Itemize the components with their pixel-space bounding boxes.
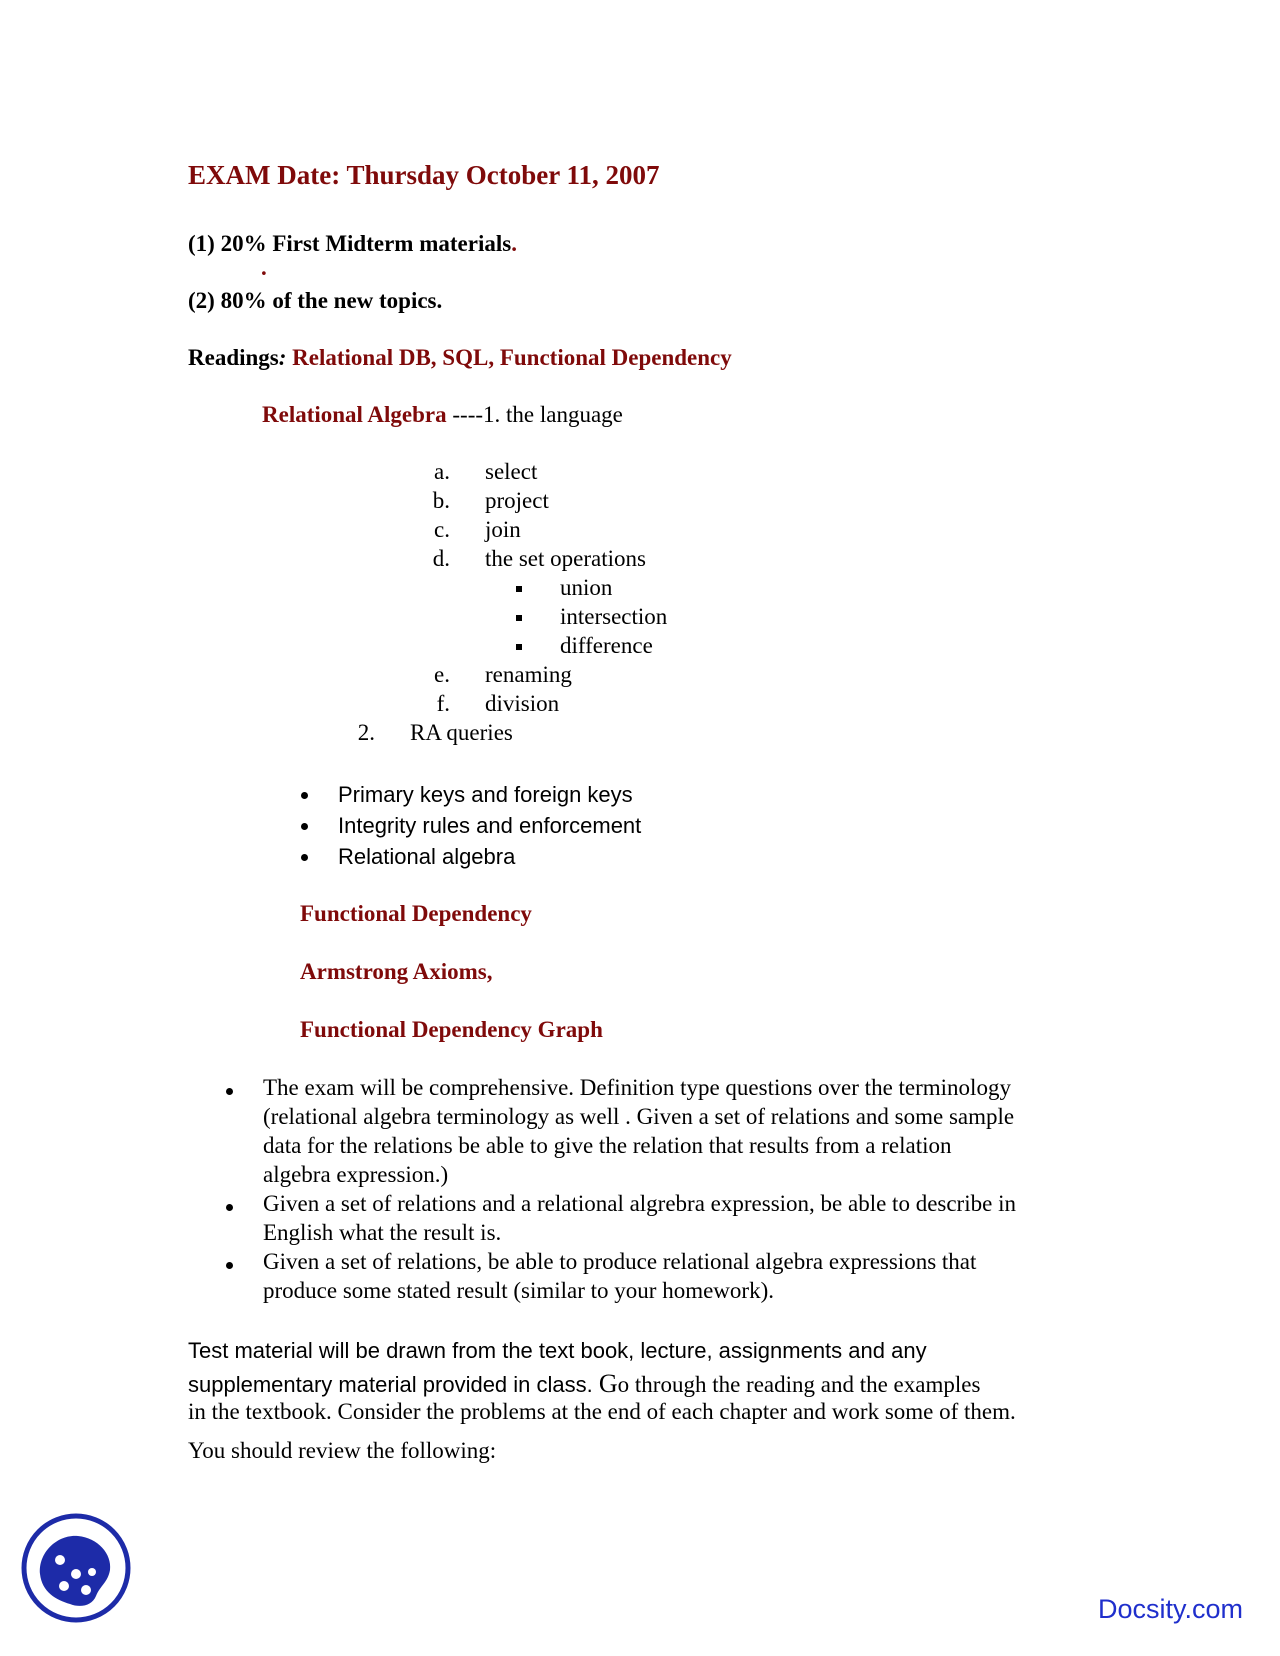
stray-period: . [261, 255, 267, 280]
review-line: You should review the following: [188, 1438, 497, 1463]
heading-functional-dependency: Functional Dependency [300, 901, 532, 926]
bullet-icon [226, 1088, 233, 1095]
test-material-line-1: Test material will be drawn from the text book, lecture, assignments and any [188, 1338, 927, 1363]
heading-fd-graph: Functional Dependency Graph [300, 1017, 603, 1042]
docsity-brand-link[interactable]: Docsity.com [1098, 1594, 1244, 1624]
list-marker: b. [432, 488, 450, 513]
readings-line [188, 345, 732, 371]
test-material-serif-part: o through the reading and the examples [617, 1372, 981, 1397]
list-item-line: Given a set of relations and a relational algrebra expression, be able to describe in [263, 1191, 1016, 1216]
set-op-text: intersection [560, 604, 668, 629]
list-item-line: algebra expression.) [263, 1162, 449, 1187]
test-material-line-2 [188, 1369, 980, 1399]
list-item-text: select [485, 459, 538, 484]
relational-algebra-heading: Relational Algebra [262, 402, 447, 427]
point-percent: 80% [220, 288, 267, 313]
test-material-g: G [598, 1369, 618, 1398]
bullet-icon [301, 823, 308, 830]
list-item-text: join [485, 517, 521, 542]
square-bullet-icon [516, 586, 522, 592]
list-item-text: Primary keys and foreign keys [338, 782, 633, 807]
list-marker: e. [434, 662, 450, 687]
test-material-sans-part: supplementary material provided in class. [188, 1372, 599, 1397]
list-item-line: produce some stated result (similar to your homework). [263, 1278, 774, 1303]
set-op-text: difference [560, 633, 653, 658]
square-bullet-icon [516, 615, 522, 621]
point-number: (1) [188, 231, 215, 256]
point-new-topics [188, 288, 442, 314]
list-item-line: The exam will be comprehensive. Definition type questions over the terminology [263, 1075, 1011, 1100]
bullet-icon [226, 1204, 233, 1211]
ra-item-text: the language [506, 402, 623, 427]
exam-date-title: EXAM Date: Thursday October 11, 2007 [188, 160, 660, 190]
docsity-logo-icon [20, 1512, 132, 1624]
point-text: First Midterm materials [272, 231, 512, 256]
list-marker: 2. [357, 720, 375, 745]
ra-dashes: ---- [446, 402, 484, 427]
bullet-icon [301, 792, 308, 799]
list-marker: f. [436, 691, 450, 716]
square-bullet-icon [516, 644, 522, 650]
test-material-line-3: in the textbook. Consider the problems at the end of each chapter and work some of them. [188, 1399, 1016, 1424]
point-number: (2) [188, 288, 215, 313]
list-item-line: data for the relations be able to give the relation that results from a relation [263, 1133, 952, 1158]
ra-item-number: 1. [483, 402, 501, 427]
relational-algebra-line [262, 402, 623, 428]
list-item-text: RA queries [410, 720, 513, 745]
list-item-line: (relational algebra terminology as well . Given a set of relations and some sample [263, 1104, 1015, 1129]
readings-topics: Relational DB, SQL, Functional Dependency [292, 345, 732, 370]
list-item-text: division [485, 691, 560, 716]
bullet-icon [226, 1262, 233, 1269]
list-item-text: the set operations [485, 546, 646, 571]
readings-colon: : [278, 345, 287, 370]
list-item-line: English what the result is. [263, 1220, 502, 1245]
list-item-line: Given a set of relations, be able to produce relational algebra expressions that [263, 1249, 977, 1274]
point-text: of the new topics. [272, 288, 443, 313]
list-item-text: project [485, 488, 549, 513]
bullet-icon [301, 854, 308, 861]
list-item-text: renaming [485, 662, 572, 687]
set-op-text: union [560, 575, 613, 600]
readings-label: Readings [188, 345, 279, 370]
list-marker: c. [434, 517, 450, 542]
list-marker: d. [432, 546, 450, 571]
point-first-midterm [188, 231, 517, 257]
list-marker: a. [434, 459, 450, 484]
point-percent: 20% [220, 231, 267, 256]
heading-armstrong-axioms: Armstrong Axioms, [300, 959, 493, 984]
list-item-text: Integrity rules and enforcement [338, 813, 642, 838]
point-period: . [511, 231, 517, 256]
list-item-text: Relational algebra [338, 844, 516, 869]
